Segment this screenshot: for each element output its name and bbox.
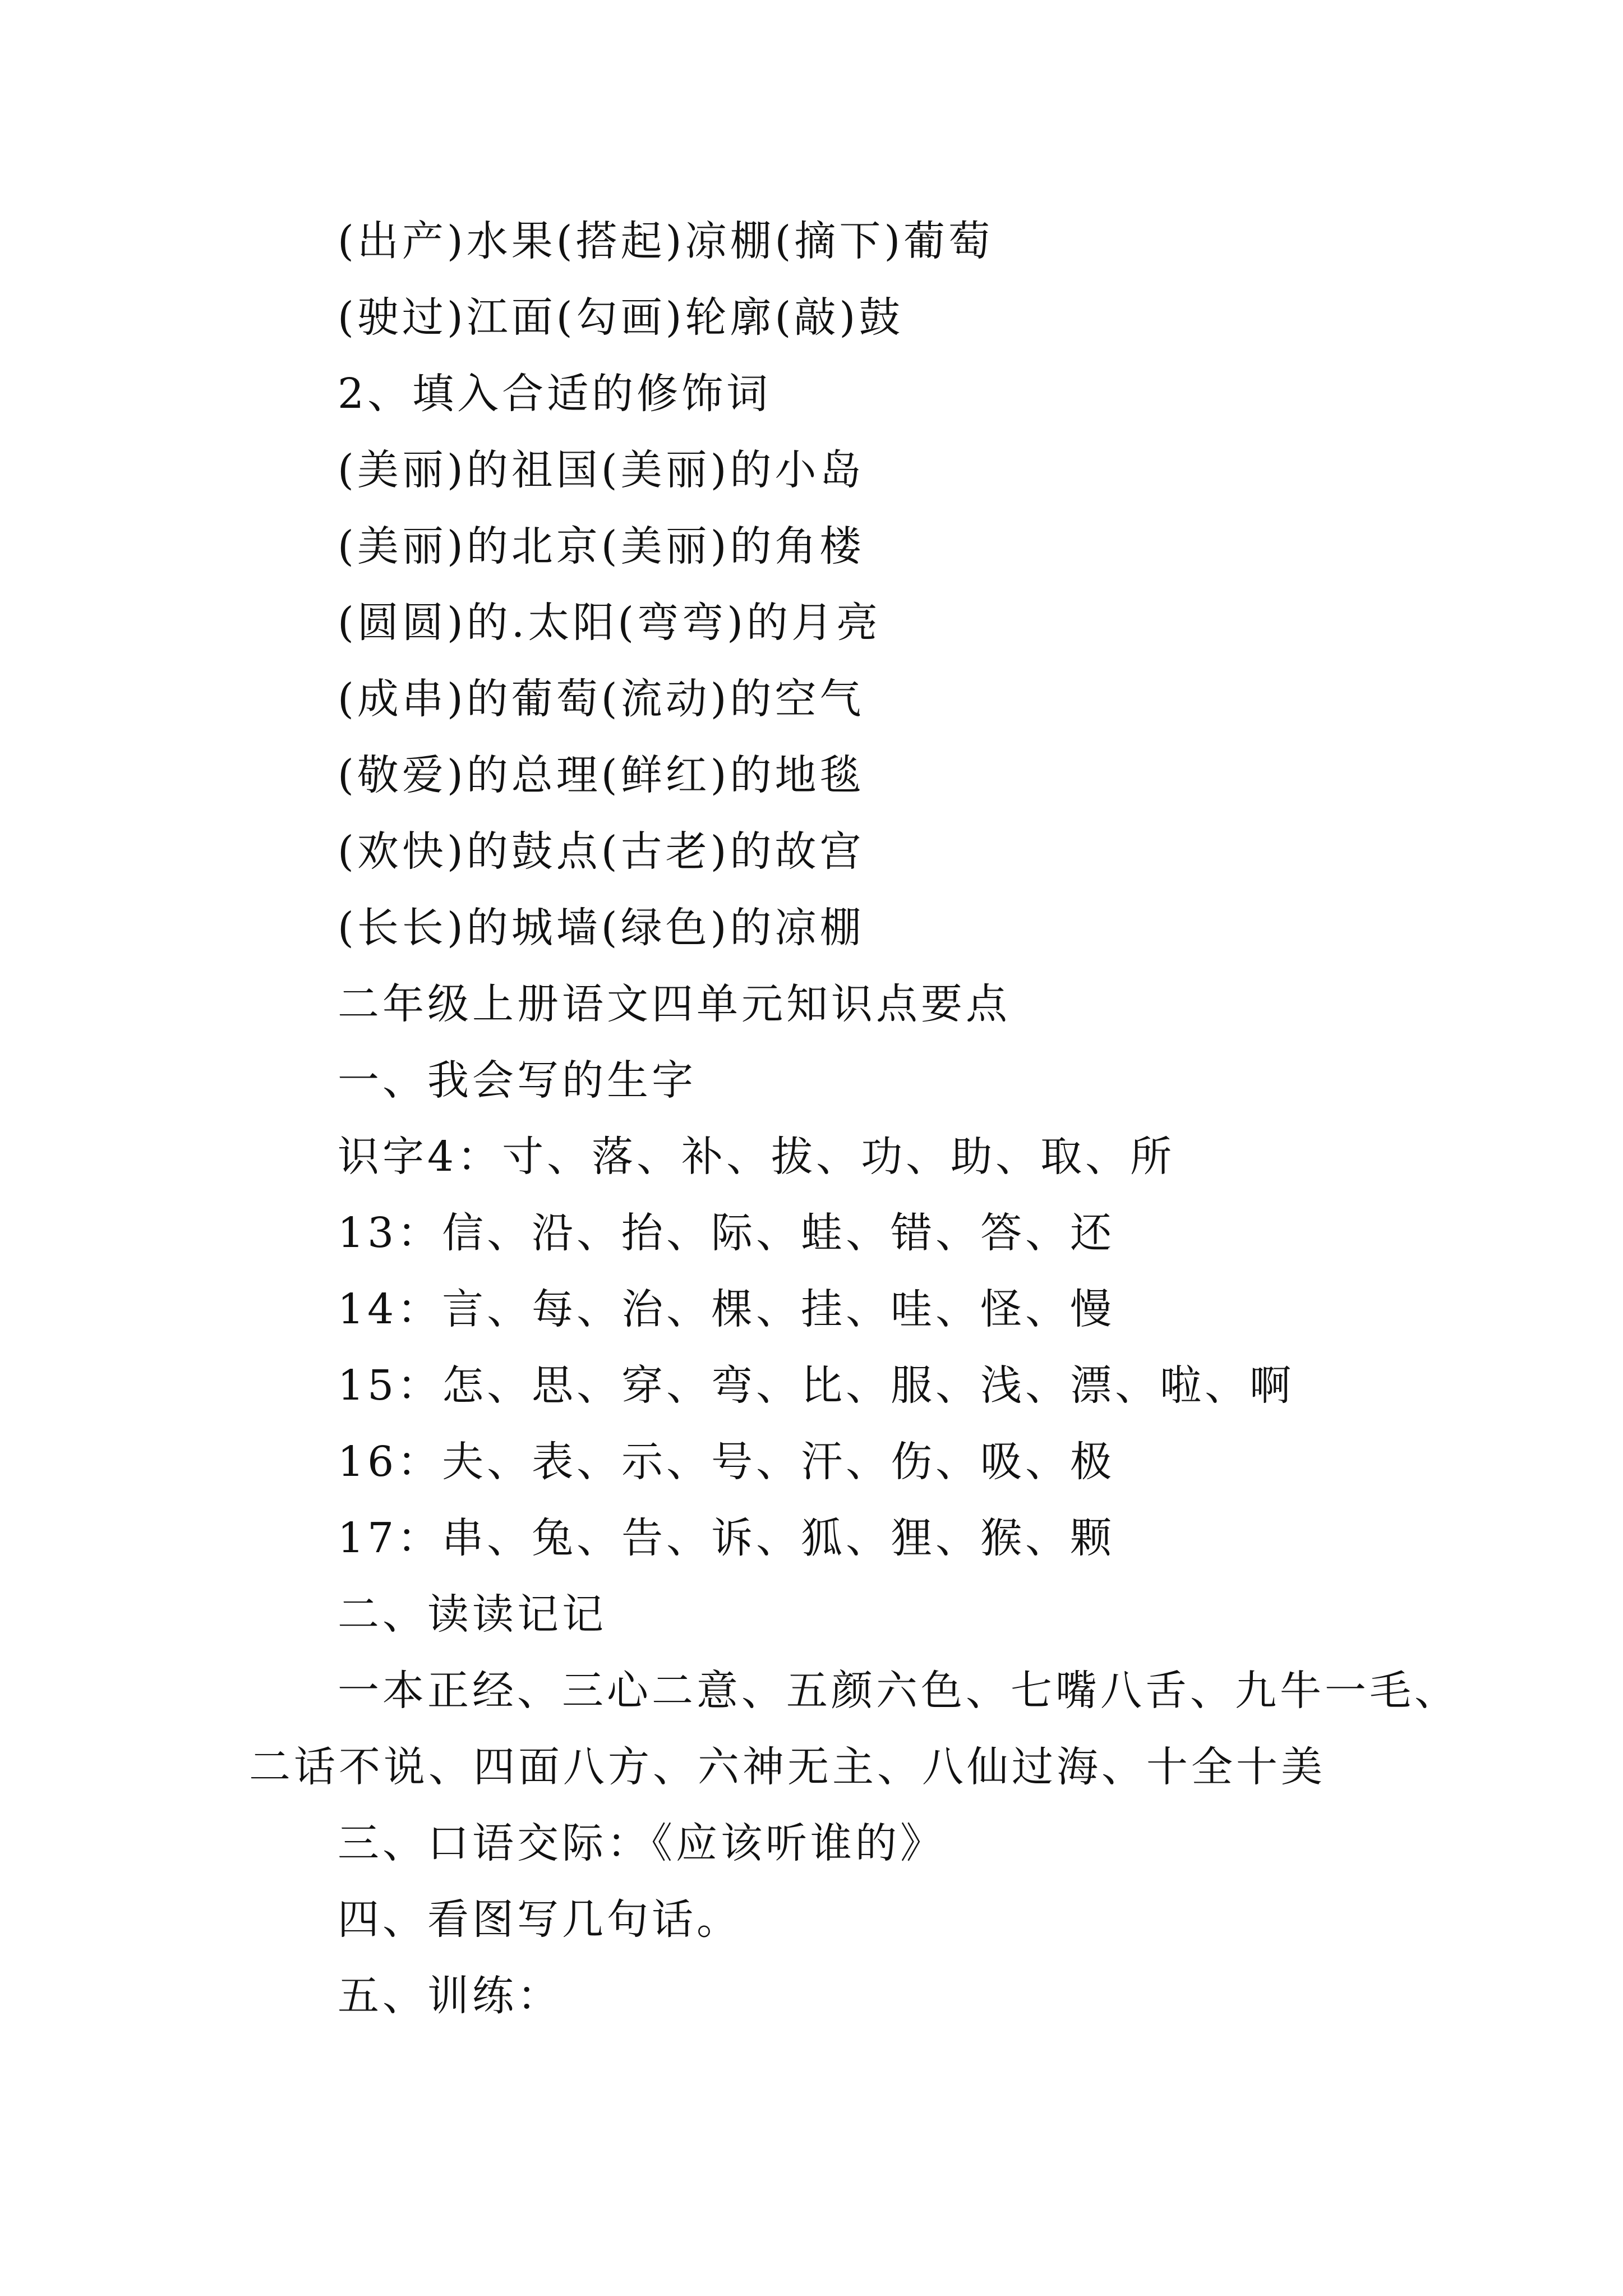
text-line-17: 16：夫、表、示、号、汗、伤、吸、极: [338, 1438, 1115, 1486]
text-line-2: (驶过)江面(勾画)轮廓(敲)鼓: [338, 293, 904, 342]
text-line-3: 2、填入合适的修饰词: [338, 370, 772, 418]
text-line-22: 三、口语交际：《应该听谁的》: [338, 1819, 945, 1867]
text-line-16: 15：怎、思、穿、弯、比、服、浅、漂、啦、啊: [338, 1361, 1295, 1410]
text-line-8: (敬爱)的总理(鲜红)的地毯: [338, 751, 865, 799]
text-line-4: (美丽)的祖国(美丽)的小岛: [338, 446, 865, 494]
text-line-13: 识字4：寸、落、补、拔、功、助、取、所: [338, 1133, 1175, 1181]
section-heading: 二年级上册语文四单元知识点要点: [338, 980, 1011, 1028]
text-line-19: 二、读读记记: [338, 1590, 607, 1639]
text-line-14: 13：信、沿、抬、际、蛙、错、答、还: [338, 1209, 1115, 1257]
text-line-21: 二话不说、四面八方、六神无主、八仙过海、十全十美: [249, 1743, 1326, 1791]
text-line-1: (出产)水果(搭起)凉棚(摘下)葡萄: [338, 217, 994, 265]
text-line-12: 一、我会写的生字: [338, 1056, 697, 1105]
text-line-15: 14：言、每、治、棵、挂、哇、怪、慢: [338, 1285, 1115, 1333]
text-line-20: 一本正经、三心二意、五颜六色、七嘴八舌、九牛一毛、: [338, 1667, 1459, 1715]
text-line-10: (长长)的城墙(绿色)的凉棚: [338, 904, 865, 952]
text-line-9: (欢快)的鼓点(古老)的故宫: [338, 827, 865, 876]
text-line-18: 17：串、兔、告、诉、狐、狸、猴、颗: [338, 1514, 1115, 1562]
text-line-23: 四、看图写几句话。: [338, 1895, 741, 1944]
text-line-7: (成串)的葡萄(流动)的空气: [338, 675, 865, 723]
text-line-6: (圆圆)的.太阳(弯弯)的月亮: [338, 599, 882, 647]
text-line-5: (美丽)的北京(美丽)的角楼: [338, 522, 865, 570]
text-line-24: 五、训练：: [338, 1972, 562, 2020]
